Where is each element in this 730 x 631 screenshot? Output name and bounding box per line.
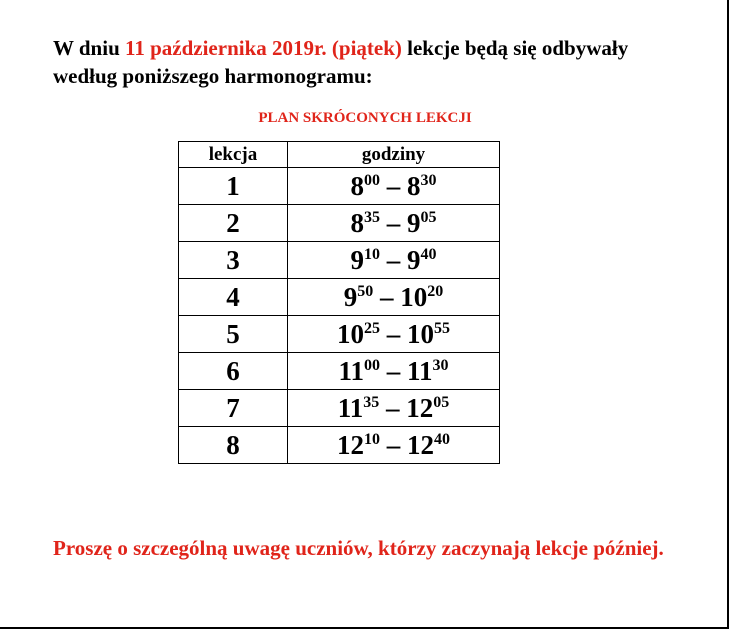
table-row [179,205,500,242]
lesson-hours [288,316,500,353]
start-hour: 12 [337,430,364,460]
end-minute: 55 [434,320,450,337]
start-minute: 35 [363,394,380,411]
intro-prefix: W dniu [53,36,125,60]
start-hour: 10 [337,319,364,349]
lesson-number: 1 [179,168,288,205]
start-minute: 10 [364,431,380,448]
start-hour: 11 [337,393,364,423]
table-row [179,168,500,205]
lesson-number: 4 [179,279,288,316]
table-row [179,316,500,353]
time-dash: – [386,430,401,460]
intro-suffix: lekcje będą się odbywały według poniższego harmonogramu: [53,36,629,88]
start-minute: 10 [364,246,380,263]
header-lesson: lekcja [179,142,288,168]
lesson-hours [288,353,500,390]
start-minute: 50 [357,283,374,300]
lesson-number: 6 [179,353,288,390]
end-hour: 9 [407,245,421,275]
end-hour: 10 [400,282,428,312]
time-dash: – [386,171,401,201]
time-dash: – [386,319,401,349]
end-minute: 30 [420,172,437,189]
end-hour: 9 [407,208,421,238]
end-minute: 05 [420,209,437,226]
lesson-number: 5 [179,316,288,353]
schedule-table [178,141,500,464]
table-row [179,242,500,279]
start-hour: 8 [350,208,364,238]
lesson-number: 2 [179,205,288,242]
date-highlight: 11 października 2019r. (piątek) [125,36,402,60]
lesson-hours [288,279,500,316]
end-minute: 40 [420,246,437,263]
start-minute: 00 [364,357,380,374]
time-dash: – [386,208,401,238]
time-dash: – [386,245,401,275]
lesson-hours [288,242,500,279]
lesson-hours [288,168,500,205]
lesson-number: 3 [179,242,288,279]
time-dash: – [386,356,401,386]
lesson-hours [288,205,500,242]
start-hour: 8 [350,171,364,201]
end-minute: 05 [433,394,450,411]
start-minute: 00 [364,172,380,189]
time-dash: – [380,282,394,312]
start-hour: 9 [350,245,364,275]
end-hour: 10 [407,319,434,349]
footer-note: Proszę o szczególną uwagę uczniów, którzy zaczynają lekcje później. [53,536,664,560]
table-body [179,168,500,464]
start-minute: 35 [364,209,380,226]
end-hour: 12 [406,393,434,423]
intro-paragraph [53,34,693,90]
end-hour: 12 [407,430,434,460]
table-row [179,390,500,427]
lesson-hours [288,390,500,427]
end-hour: 8 [407,171,421,201]
end-minute: 30 [432,357,449,374]
table-row [179,279,500,316]
start-hour: 11 [338,356,364,386]
lesson-number: 8 [179,427,288,464]
table-header-row [179,142,500,168]
end-minute: 40 [434,431,450,448]
end-hour: 11 [407,356,433,386]
lesson-number: 7 [179,390,288,427]
time-dash: – [386,393,400,423]
table-row [179,353,500,390]
end-minute: 20 [427,283,444,300]
table-row [179,427,500,464]
lesson-hours [288,427,500,464]
start-minute: 25 [364,320,380,337]
header-hours: godziny [288,142,500,168]
plan-title: PLAN SKRÓCONYCH LEKCJI [258,110,472,126]
start-hour: 9 [343,282,358,312]
